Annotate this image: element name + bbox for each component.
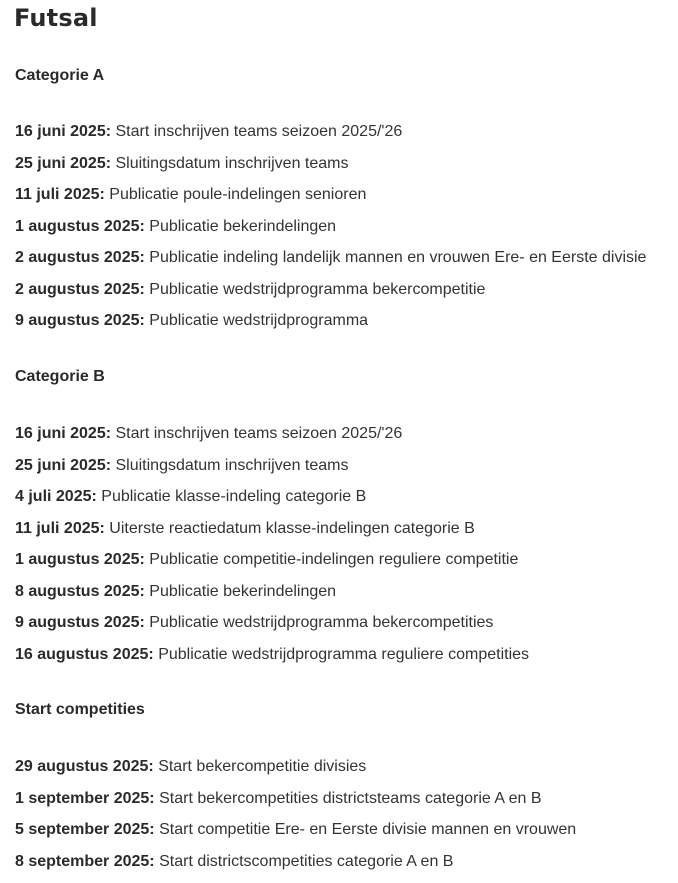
event-date: 8 augustus 2025: [15, 583, 145, 600]
event-date: 1 september 2025: [15, 790, 155, 807]
event-date: 4 juli 2025: [15, 488, 97, 505]
list-item [15, 154, 646, 186]
event-description: Start districtscompetities categorie A en B [159, 853, 453, 870]
event-list-categorie-b [15, 424, 529, 676]
event-date: 1 augustus 2025: [15, 551, 145, 568]
event-list-categorie-a [15, 122, 646, 343]
list-item [15, 519, 529, 551]
event-date: 2 augustus 2025: [15, 281, 145, 298]
event-description: Publicatie wedstrijdprogramma bekercompetitie [149, 281, 485, 298]
event-description: Publicatie wedstrijdprogramma [149, 312, 368, 329]
event-description: Publicatie indeling landelijk mannen en vrouwen Ere- en Eerste divisie [149, 249, 646, 266]
list-item [15, 613, 529, 645]
event-description: Publicatie klasse-indeling categorie B [101, 488, 366, 505]
event-date: 25 juni 2025: [15, 155, 111, 172]
event-description: Sluitingsdatum inschrijven teams [116, 155, 349, 172]
list-item [15, 311, 646, 343]
event-description: Publicatie bekerindelingen [149, 218, 336, 235]
event-description: Publicatie poule-indelingen senioren [109, 186, 366, 203]
list-item [15, 550, 529, 582]
event-description: Publicatie bekerindelingen [149, 583, 336, 600]
list-item [15, 757, 576, 789]
section-heading-start-competities: Start competities [15, 700, 145, 720]
event-description: Publicatie wedstrijdprogramma reguliere competities [158, 646, 529, 663]
list-item [15, 487, 529, 519]
event-date: 29 augustus 2025: [15, 758, 154, 775]
list-item [15, 582, 529, 614]
event-date: 1 augustus 2025: [15, 218, 145, 235]
event-description: Start bekercompetitie divisies [158, 758, 366, 775]
event-description: Uiterste reactiedatum klasse-indelingen categorie B [109, 520, 475, 537]
event-date: 25 juni 2025: [15, 457, 111, 474]
list-item [15, 852, 576, 883]
event-date: 2 augustus 2025: [15, 249, 145, 266]
event-description: Publicatie competitie-indelingen reguliere competitie [149, 551, 518, 568]
page-title: Futsal [14, 2, 98, 34]
list-item [15, 645, 529, 677]
section-heading-categorie-b: Categorie B [15, 367, 105, 387]
section-heading-categorie-a: Categorie A [15, 66, 104, 86]
event-description: Start inschrijven teams seizoen 2025/'26 [116, 425, 403, 442]
list-item [15, 122, 646, 154]
list-item [15, 280, 646, 312]
event-date: 11 juli 2025: [15, 520, 105, 537]
event-date: 16 juni 2025: [15, 123, 111, 140]
event-date: 11 juli 2025: [15, 186, 105, 203]
event-description: Start inschrijven teams seizoen 2025/'26 [116, 123, 403, 140]
list-item [15, 217, 646, 249]
event-date: 9 augustus 2025: [15, 614, 145, 631]
event-description: Sluitingsdatum inschrijven teams [116, 457, 349, 474]
list-item [15, 185, 646, 217]
list-item [15, 456, 529, 488]
event-list-start-competities [15, 757, 576, 883]
event-date: 8 september 2025: [15, 853, 155, 870]
event-date: 9 augustus 2025: [15, 312, 145, 329]
event-description: Start bekercompetities districtsteams categorie A en B [159, 790, 541, 807]
event-date: 5 september 2025: [15, 821, 155, 838]
event-description: Start competitie Ere- en Eerste divisie mannen en vrouwen [159, 821, 576, 838]
list-item [15, 789, 576, 821]
list-item [15, 820, 576, 852]
list-item [15, 424, 529, 456]
event-description: Publicatie wedstrijdprogramma bekercompetities [149, 614, 493, 631]
event-date: 16 juni 2025: [15, 425, 111, 442]
list-item [15, 248, 646, 280]
event-date: 16 augustus 2025: [15, 646, 154, 663]
